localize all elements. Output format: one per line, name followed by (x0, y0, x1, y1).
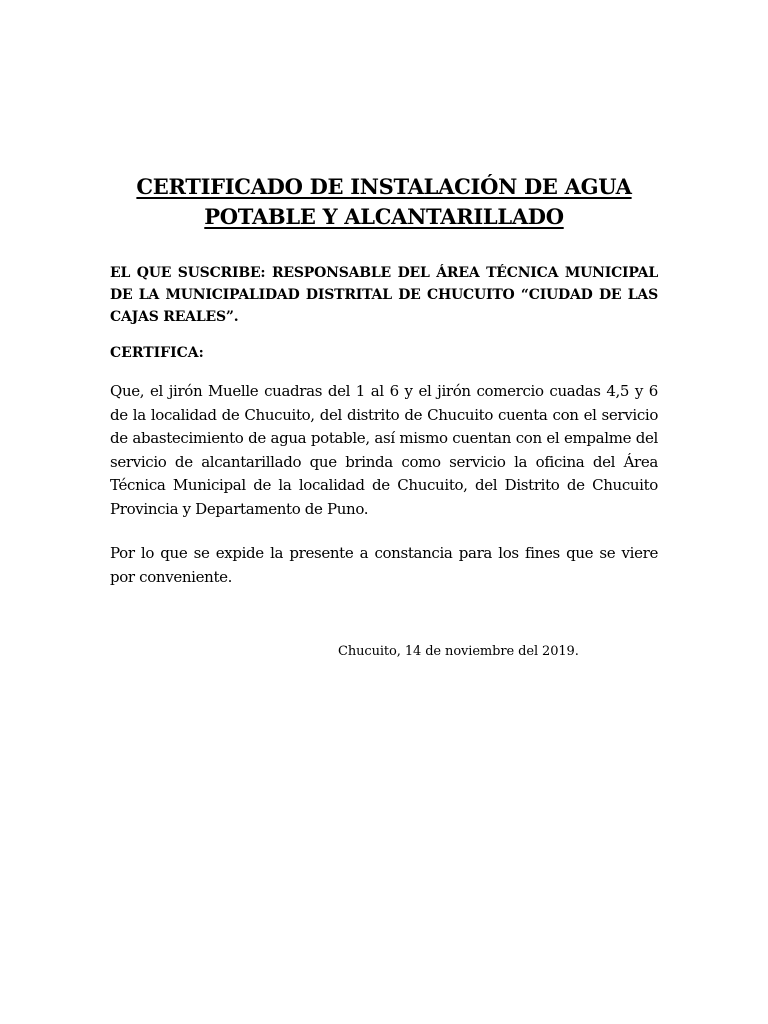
certifica-heading: CERTIFICA: (110, 345, 204, 361)
date-line: Chucuito, 14 de noviembre del 2019. (338, 644, 579, 659)
document-title (100, 172, 668, 232)
issuance-paragraph: Por lo que se expide la presente a constancia para los fines que se viere por conveniente. (110, 544, 658, 586)
title-line-2: POTABLE Y ALCANTARILLADO (204, 204, 564, 229)
title-line-1: CERTIFICADO DE INSTALACIÓN DE AGUA (136, 174, 632, 199)
subscriber-statement: EL QUE SUSCRIBE: RESPONSABLE DEL ÁREA TÉCNICA MUNICIPAL DE LA MUNICIPALIDAD DISTRITAL DE CHUCUITO “CIUDAD DE LAS CAJAS REALES”. (110, 265, 658, 325)
certification-paragraph: Que, el jirón Muelle cuadras del 1 al 6 y el jirón comercio cuadas 4,5 y 6 de la localidad de Chucuito, del distrito de Chucuito cuenta con el servicio de abastecimiento de agua potable, así mismo cuentan con el empalme del servicio de alcantarillado que brinda como servicio la oficina del Área Técnica Municipal de la localidad de Chucuito, del Distrito de Chucuito Provincia y Departamento de Puno. (110, 382, 658, 518)
